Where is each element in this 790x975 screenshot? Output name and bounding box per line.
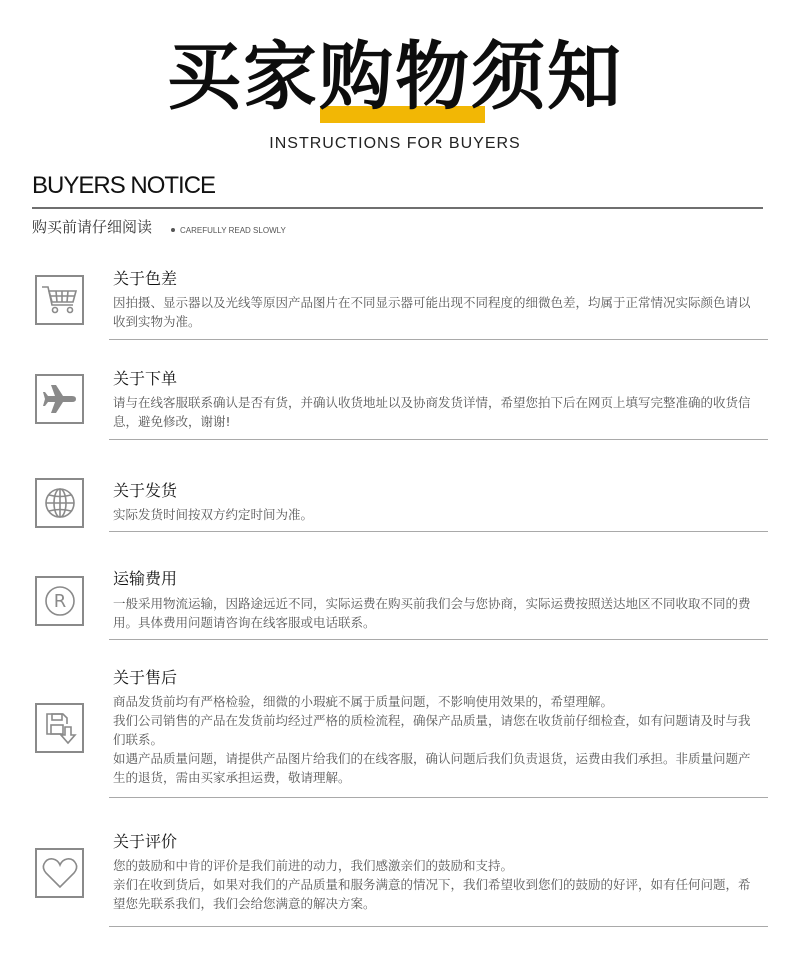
page-title: 买家购物须知 xyxy=(167,34,623,120)
item-divider xyxy=(109,531,768,532)
item-paragraph: 一般采用物流运输，因路途远近不同，实际运费在购买前我们会与您协商，实际运费按照送达地区不同收取不同的费用。具体费用问题请咨询在线客服或电话联系。 xyxy=(113,596,751,630)
item-body xyxy=(113,692,753,787)
item-paragraph: 实际发货时间按双方约定时间为准。 xyxy=(113,507,314,522)
item-body xyxy=(113,505,753,524)
item-title: 关于售后 xyxy=(113,668,178,687)
item-icon-box xyxy=(35,478,84,528)
item-divider xyxy=(109,926,768,927)
read-notice-en: CAREFULLY READ SLOWLY xyxy=(180,226,286,235)
item-divider xyxy=(109,639,768,640)
item-icon-box xyxy=(35,374,84,424)
item-paragraph: 请与在线客服联系确认是否有货，并确认收货地址以及协商发货详情，希望您拍下后在网页上填写完整准确的收货信息，避免修改，谢谢! xyxy=(113,395,751,429)
item-icon-box xyxy=(35,703,84,753)
item-paragraph: 因拍摄、显示器以及光线等原因产品图片在不同显示器可能出现不同程度的细微色差，均属于正常情况实际颜色请以收到实物为准。 xyxy=(113,295,751,329)
page-subtitle: INSTRUCTIONS FOR BUYERS xyxy=(269,135,521,152)
bullet-dot xyxy=(171,228,175,232)
registered-icon xyxy=(43,584,77,618)
item-body xyxy=(113,293,753,331)
section-heading: BUYERS NOTICE xyxy=(32,172,216,199)
return-icon xyxy=(43,710,77,746)
airplane-icon xyxy=(42,381,78,417)
item-title: 运输费用 xyxy=(113,569,178,588)
item-paragraph: 亲们在收到货后，如果对我们的产品质量和服务满意的情况下，我们希望收到您们的鼓励的好评，如有任何问题，希望您先联系我们，我们会给您满意的解决方案。 xyxy=(113,877,751,911)
item-paragraph: 商品发货前均有严格检验，细微的小瑕疵不属于质量问题，不影响使用效果的，希望理解。 xyxy=(113,694,614,709)
item-title: 关于评价 xyxy=(113,832,178,851)
item-body xyxy=(113,594,753,632)
item-paragraph: 我们公司销售的产品在发货前均经过严格的质检流程，确保产品质量，请您在收货前仔细检查，如有问题请及时与我们联系。 xyxy=(113,713,751,747)
item-icon-box xyxy=(35,576,84,626)
read-notice-cn: 购买前请仔细阅读 xyxy=(32,218,153,236)
item-paragraph: 您的鼓励和中肯的评价是我们前进的动力，我们感激亲们的鼓励和支持。 xyxy=(113,858,514,873)
svg-text:R: R xyxy=(53,591,66,612)
item-title: 关于下单 xyxy=(113,369,178,388)
item-icon-box xyxy=(35,275,84,325)
item-title: 关于色差 xyxy=(113,269,178,288)
section-divider xyxy=(32,207,763,209)
item-divider xyxy=(109,439,768,440)
item-divider xyxy=(109,797,768,798)
heart-icon xyxy=(41,856,79,890)
item-paragraph: 如遇产品质量问题，请提供产品图片给我们的在线客服，确认问题后我们负责退货，运费由我们承担。非质量问题产生的退货，需由买家承担运费，敬请理解。 xyxy=(113,751,751,785)
item-icon-box xyxy=(35,848,84,898)
shopping-cart-icon xyxy=(41,283,79,317)
item-title: 关于发货 xyxy=(113,481,178,500)
item-divider xyxy=(109,339,768,340)
item-body xyxy=(113,856,753,913)
globe-icon xyxy=(43,486,77,520)
item-body xyxy=(113,393,753,431)
